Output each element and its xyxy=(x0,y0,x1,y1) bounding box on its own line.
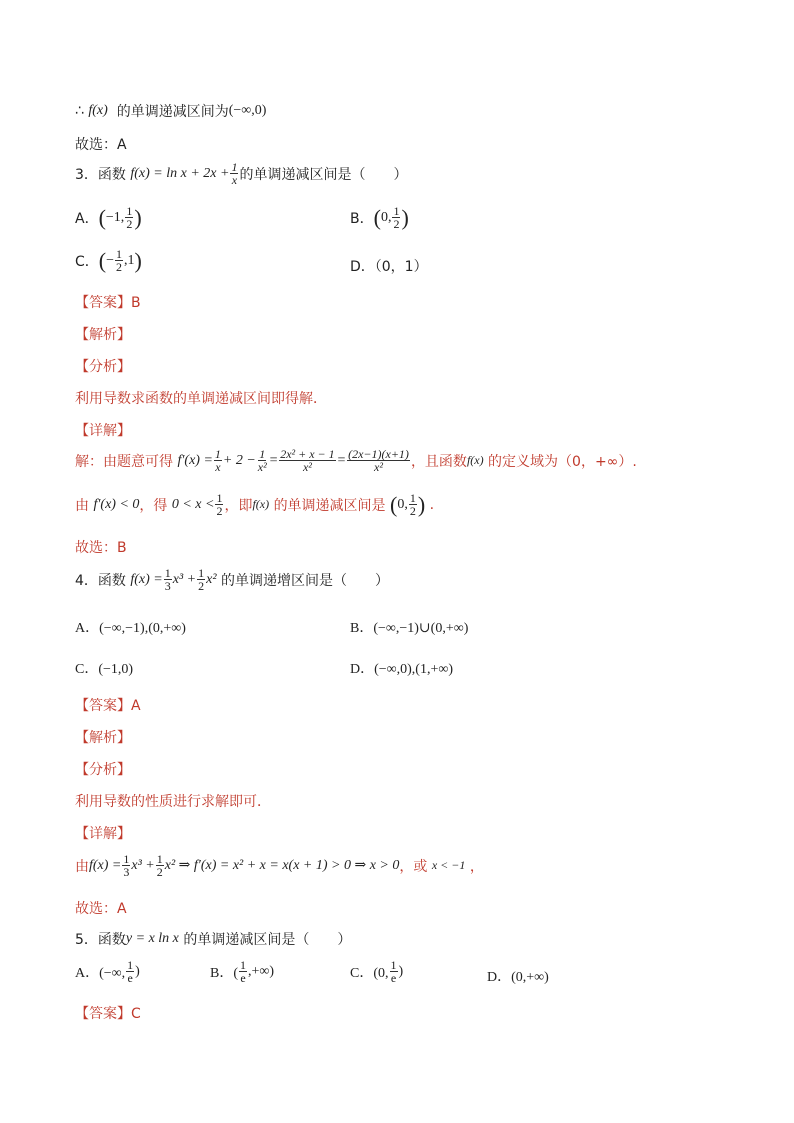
frac-num: 2x² + x − 1 xyxy=(280,447,335,461)
function-expression: f(x) = xyxy=(130,571,163,587)
function-expression: y = x ln x xyxy=(125,931,179,946)
fraction xyxy=(257,448,268,473)
detail-text: 的定义域为（0，+∞）. xyxy=(488,453,637,470)
option-b-text: B．(−∞,−1)∪(0,+∞) xyxy=(350,621,469,636)
option-b-tail: ,+∞) xyxy=(248,963,275,979)
answer-text: 【答案】A xyxy=(75,698,141,714)
q4-option-d xyxy=(350,658,453,678)
q3-option-d xyxy=(350,256,428,276)
q4-answer xyxy=(75,695,141,715)
fraction xyxy=(230,161,238,186)
fraction xyxy=(347,448,410,473)
question-5 xyxy=(75,929,351,949)
option-a-text: A．(−∞, xyxy=(75,965,126,981)
analysis-text: 利用导数求函数的单调递减区间即得解． xyxy=(75,391,327,407)
q3-fenxi-heading xyxy=(75,356,131,376)
frac-num: 1 xyxy=(156,852,163,866)
close-paren: ) xyxy=(134,247,142,273)
choose-text: 故选：A xyxy=(75,901,127,917)
fraction-e xyxy=(126,959,134,984)
option-a-text: −1, xyxy=(105,209,125,225)
therefore-symbol: ∴ xyxy=(75,103,84,119)
answer-text: 【答案】C xyxy=(75,1006,141,1022)
fraction-e xyxy=(239,959,247,984)
option-d-text: D．（0，1） xyxy=(350,259,428,275)
close-paren: ) xyxy=(417,491,426,517)
detail-text: 的单调递减区间是 xyxy=(273,497,386,514)
option-a-text: A．(−∞,−1),(0,+∞) xyxy=(75,621,186,636)
frac-den: x² xyxy=(374,460,383,474)
conclusion-line xyxy=(75,101,266,121)
frac-den: 3 xyxy=(123,865,130,879)
frac-num: 1 xyxy=(123,852,130,866)
option-d-text: D．(0,+∞) xyxy=(487,970,549,985)
q3-detail-line-2 xyxy=(75,492,434,517)
q4-detail xyxy=(75,853,484,878)
detail-text: ， xyxy=(469,858,484,875)
frac-num: 1 xyxy=(214,447,221,461)
question-3 xyxy=(75,161,407,186)
close-paren: ) xyxy=(398,963,404,979)
expression-part: x³ + xyxy=(172,571,197,587)
q4-option-a xyxy=(75,617,186,637)
q4-xiangjie-heading xyxy=(75,823,131,843)
option-b-text: 0, xyxy=(380,209,392,225)
question-4 xyxy=(75,567,389,592)
detail-text: 解：由题意可得 xyxy=(75,453,173,470)
q3-options-ab xyxy=(75,205,142,230)
close-paren: ) xyxy=(401,204,409,230)
heading-text: 【分析】 xyxy=(75,762,131,778)
detail-text: ，或 xyxy=(399,858,428,875)
fraction-half xyxy=(197,567,205,592)
choose-line xyxy=(75,134,127,154)
option-c-text: ,1 xyxy=(124,252,135,268)
detail-text: ，且函数 xyxy=(410,453,467,470)
detail-text: 由 xyxy=(75,497,89,514)
option-c-label: C． xyxy=(75,253,99,270)
q5-option-c xyxy=(350,959,403,984)
conclusion-text: 的单调递减区间为 xyxy=(116,104,229,120)
frac-den: x xyxy=(231,173,238,187)
option-c-minus: − xyxy=(106,252,115,268)
fraction-half xyxy=(409,492,417,517)
choose-text: 故选：A xyxy=(75,137,127,153)
frac-num: 1 xyxy=(116,247,123,261)
frac-den: x² xyxy=(257,460,267,474)
frac-num: 1 xyxy=(231,160,238,174)
interval-expression: (−∞,0) xyxy=(228,103,267,118)
fraction-half xyxy=(215,492,223,517)
frac-den: 2 xyxy=(198,579,205,593)
option-b-label: B． xyxy=(350,210,374,227)
inequality-expression: 0 < x < xyxy=(171,496,215,512)
frac-den: 2 xyxy=(116,260,123,274)
q5-option-a xyxy=(75,959,140,984)
frac-den: 2 xyxy=(156,865,163,879)
expression-part: x² xyxy=(206,571,217,587)
frac-den: e xyxy=(127,971,133,985)
option-b-text: B．( xyxy=(210,965,238,981)
heading-text: 【解析】 xyxy=(75,327,131,343)
frac-num: 1 xyxy=(198,566,205,580)
expression-part: x³ + xyxy=(131,857,155,873)
heading-text: 【详解】 xyxy=(75,826,131,842)
q3-answer xyxy=(75,292,141,312)
expression-part: + 2 − xyxy=(222,452,256,468)
analysis-text: 利用导数的性质进行求解即可． xyxy=(75,794,271,810)
derivative-expression: f′(x) = xyxy=(177,452,213,468)
frac-den: e xyxy=(390,971,397,985)
frac-den: 2 xyxy=(126,217,133,231)
q3-choose xyxy=(75,537,127,557)
frac-num: 1 xyxy=(216,491,223,505)
inequality-expression: f′(x) < 0 xyxy=(93,496,140,512)
frac-num: 1 xyxy=(164,566,171,580)
heading-text: 【分析】 xyxy=(75,359,131,375)
q5-answer xyxy=(75,1003,141,1023)
q3-detail-line-1 xyxy=(75,448,637,473)
frac-den: 3 xyxy=(164,579,171,593)
equals-sign: = xyxy=(336,452,347,468)
question-number: 4．函数 xyxy=(75,572,126,589)
frac-den: x xyxy=(215,460,221,474)
period: . xyxy=(429,496,435,513)
open-paren: ( xyxy=(98,204,106,230)
frac-num: 1 xyxy=(240,958,246,972)
fx-expression: f(x) xyxy=(466,453,484,467)
option-c-text: C．(0, xyxy=(350,965,389,981)
heading-text: 【详解】 xyxy=(75,423,131,439)
frac-den: 2 xyxy=(393,217,400,231)
question-tail: 的单调递增区间是（ ） xyxy=(220,572,389,589)
frac-num: 1 xyxy=(127,958,134,972)
equals-sign: = xyxy=(268,452,279,468)
q4-jiexi-heading xyxy=(75,727,131,747)
fx-expression: f(x) xyxy=(252,497,270,511)
q4-choose xyxy=(75,898,127,918)
q3-option-b xyxy=(350,205,409,230)
question-tail: 的单调递减区间是（ ） xyxy=(239,166,408,183)
fraction-half xyxy=(125,205,133,230)
detail-text: ，即 xyxy=(224,497,253,514)
close-paren: ) xyxy=(135,963,140,979)
frac-den: e xyxy=(240,971,246,985)
fraction-third xyxy=(122,853,130,878)
fx-expression: f(x) xyxy=(88,103,108,118)
q3-option-c xyxy=(75,248,142,273)
question-tail: 的单调递减区间是（ ） xyxy=(183,932,352,948)
question-number: 3．函数 xyxy=(75,166,126,183)
option-a-label: A． xyxy=(75,210,99,227)
fraction-e xyxy=(390,959,398,984)
close-paren: ) xyxy=(134,204,142,230)
function-expression: f(x) = xyxy=(89,857,122,873)
q5-option-b xyxy=(210,959,274,984)
fraction xyxy=(214,448,222,473)
fraction-half xyxy=(115,248,123,273)
interval-text: 0, xyxy=(397,496,408,512)
frac-num: 1 xyxy=(409,491,416,505)
q4-fenxi-heading xyxy=(75,759,131,779)
fraction-half xyxy=(392,205,400,230)
frac-den: 2 xyxy=(409,504,416,518)
answer-text: 【答案】B xyxy=(75,295,141,311)
choose-text: 故选：B xyxy=(75,540,127,556)
fraction xyxy=(279,448,335,473)
q3-xiangjie-heading xyxy=(75,420,131,440)
option-d-text: D．(−∞,0),(1,+∞) xyxy=(350,662,454,677)
frac-num: (2x−1)(x+1) xyxy=(348,447,409,461)
expression-part: x² ⇒ f′(x) = x² + x = x(x + 1) > 0 ⇒ x > 0 xyxy=(164,858,400,873)
q4-option-b xyxy=(350,617,468,637)
inequality-expression: x < −1 xyxy=(431,858,466,872)
frac-num: 1 xyxy=(393,204,400,218)
q4-analysis xyxy=(75,791,271,811)
frac-num: 1 xyxy=(390,958,397,972)
open-paren: ( xyxy=(390,491,398,517)
detail-text: 由 xyxy=(75,858,89,875)
fraction-half xyxy=(156,853,164,878)
q3-jiexi-heading xyxy=(75,324,131,344)
frac-num: 1 xyxy=(126,204,133,218)
fraction-third xyxy=(164,567,172,592)
frac-num: 1 xyxy=(259,447,266,461)
function-expression: f(x) = ln x + 2x + xyxy=(130,165,230,181)
question-number: 5．函数 xyxy=(75,932,126,948)
q3-analysis xyxy=(75,388,327,408)
heading-text: 【解析】 xyxy=(75,730,131,746)
q5-option-d xyxy=(487,966,549,986)
open-paren: ( xyxy=(373,204,381,230)
detail-text: ，得 xyxy=(139,497,168,514)
open-paren: ( xyxy=(98,247,107,273)
option-c-text: C．(−1,0) xyxy=(75,662,134,677)
frac-den: x² xyxy=(302,460,312,474)
q4-option-c xyxy=(75,658,133,678)
frac-den: 2 xyxy=(216,504,223,518)
